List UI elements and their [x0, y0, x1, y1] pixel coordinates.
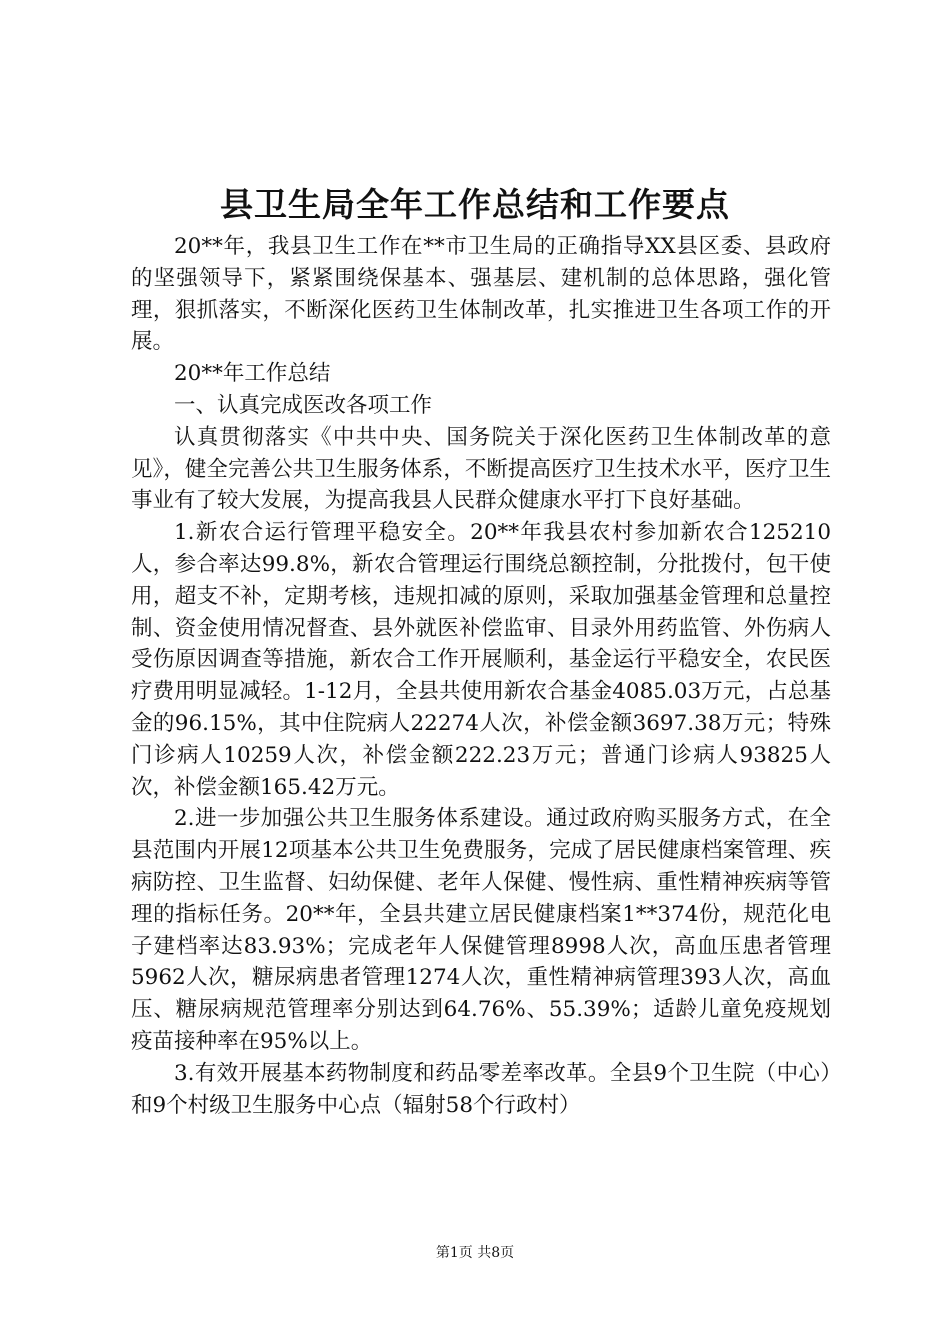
page-footer: 第1页 共8页	[435, 1245, 515, 1261]
document-title: 县卫生局全年工作总结和工作要点	[220, 185, 730, 224]
document-body	[131, 231, 831, 1121]
paragraph-item-2: 2.进一步加强公共卫生服务体系建设。通过政府购买服务方式，在全县范围内开展12项基本公共卫生免费服务，完成了居民健康档案管理、疾病防控、卫生监督、妇幼保健、老年人保健、慢性病、重性精神疾病等管理的指标任务。20**年，全县共建立居民健康档案1**374份，规范化电子建档率达83.93%；完成老年人保健管理8998人次，高血压患者管理5962人次，糖尿病患者管理1274人次，重性精神病管理393人次，高血压、糖尿病规范管理率分别达到64.76%、55.39%；适龄儿童免疫规划疫苗接种率在95%以上。	[131, 806, 831, 1054]
paragraph-reform: 认真贯彻落实《中共中央、国务院关于深化医药卫生体制改革的意见》，健全完善公共卫生服务体系，不断提高医疗卫生技术水平，医疗卫生事业有了较大发展，为提高我县人民群众健康水平打下良好基础。	[131, 424, 831, 514]
paragraph-item-1: 1.新农合运行管理平稳安全。20**年我县农村参加新农合125210人，参合率达99.8%，新农合管理运行围绕总额控制，分批拨付，包干使用，超支不补，定期考核，违规扣减的原则，采取加强基金管理和总量控制、资金使用情况督查、县外就医补偿监审、目录外用药监管、外伤病人受伤原因调查等措施，新农合工作开展顺利，基金运行平稳安全，农民医疗费用明显减轻。1-12月，全县共使用新农合基金4085.03万元，占总基金的96.15%，其中住院病人22274人次，补偿金额3697.38万元；特殊门诊病人10259人次，补偿金额222.23万元；普通门诊病人93825人次，补偿金额165.42万元。	[131, 520, 831, 800]
section-heading-reform: 一、认真完成医改各项工作	[174, 392, 433, 418]
section-heading-summary: 20**年工作总结	[174, 361, 331, 387]
paragraph-intro: 20**年，我县卫生工作在**市卫生局的正确指导XX县区委、县政府的坚强领导下，紧紧围绕保基本、强基层、建机制的总体思路，强化管理，狠抓落实，不断深化医药卫生体制改革，扎实推进卫生各项工作的开展。	[131, 234, 831, 355]
paragraph-item-3: 3.有效开展基本药物制度和药品零差率改革。全县9个卫生院（中心）和9个村级卫生服务中心点（辐射58个行政村）	[131, 1060, 831, 1118]
